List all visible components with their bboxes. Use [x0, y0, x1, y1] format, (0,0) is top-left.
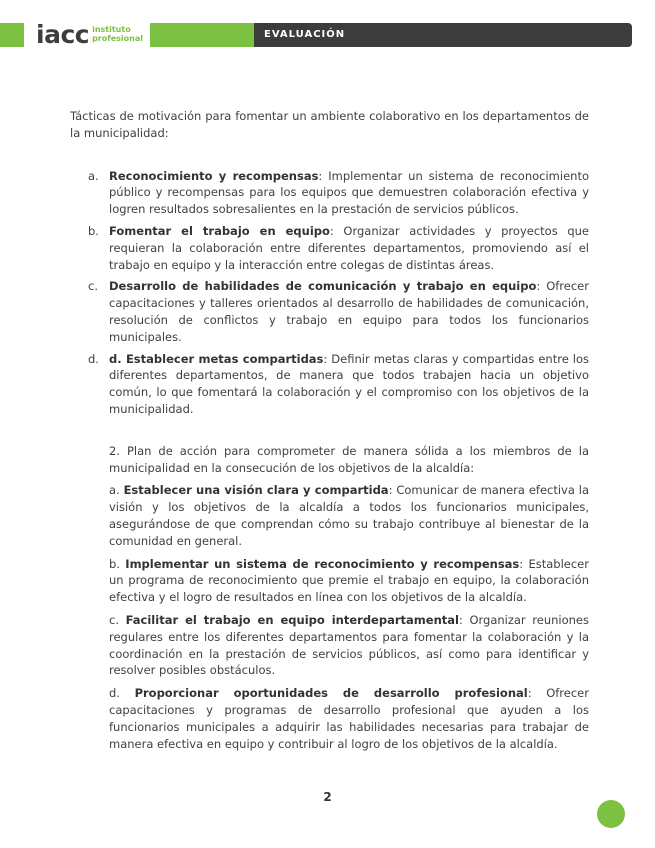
plan-item: [109, 556, 589, 606]
iacc-logo: [36, 22, 143, 50]
document-body: [70, 108, 589, 758]
plan-item: [109, 612, 589, 679]
plan-item-text: : Establecer un programa de reconocimiento que premie el trabajo en equipo, la colaboración efectiva y el logro de resultados en línea con los objetivos de la alcaldía.: [109, 556, 589, 605]
plan-item-title: Facilitar el trabajo en equipo interdepartamental: [125, 612, 459, 627]
plan-item: [109, 685, 589, 752]
footer-green-dot: [597, 800, 625, 828]
item-title: Desarrollo de habilidades de comunicación y trabajo en equipo: [109, 279, 537, 294]
list-marker: a.: [88, 168, 99, 183]
plan-item-prefix: a.: [109, 483, 124, 498]
list-marker: d.: [88, 351, 99, 366]
list-item: [70, 223, 589, 273]
list-item: [70, 351, 589, 418]
list-marker: c.: [88, 279, 98, 294]
logo-line-profesional: profesional: [92, 34, 143, 43]
list-marker: b.: [88, 223, 99, 238]
tactics-list: [70, 168, 589, 418]
page-number: 2: [323, 790, 332, 804]
plan-item-prefix: c.: [109, 612, 126, 627]
plan-item-title: Implementar un sistema de reconocimiento y recompensas: [125, 556, 520, 571]
logo-mark: iacc: [36, 20, 90, 49]
header-green-bar: [150, 23, 254, 47]
item-text: : Organizar actividades y proyectos que requieran la colaboración entre diferentes departamentos, promoviendo así el trabajo en equipo y la interacción entre colegas de distintas áreas.: [109, 223, 589, 272]
item-text: : Definir metas claras y compartidas entre los diferentes departamentos, de manera que todos trabajen hacia un objetivo común, lo que fomentará la colaboración y el compromiso con los objetivos de la municipalidad.: [109, 351, 590, 416]
header-green-block: [0, 23, 24, 47]
item-title: d. Establecer metas compartidas: [109, 351, 324, 366]
plan-item-text: : Comunicar de manera efectiva la visión y los objetivos de la alcaldía a todos los funcionarios municipales, asegurándose de que comprendan cómo su trabajo contribuye al bienestar de la comunidad en general.: [109, 483, 590, 548]
item-title: Reconocimiento y recompensas: [109, 168, 319, 183]
plan-heading: 2. Plan de acción para comprometer de manera sólida a los miembros de la municipalidad en la consecución de los objetivos de la alcaldía:: [109, 443, 589, 475]
plan-item-text: : Organizar reuniones regulares entre los diferentes departamentos para fomentar la colaboración y la coordinación en la prestación de servicios públicos, así como para identificar y resolver posibles obstáculos.: [109, 612, 589, 678]
plan-item-prefix: b.: [109, 556, 126, 571]
plan-item-title: Establecer una visión clara y compartida: [123, 483, 389, 498]
logo-line-instituto: instituto: [92, 25, 131, 34]
item-text: : Ofrecer capacitaciones y talleres orientados al desarrollo de habilidades de comunicación, resolución de conflictos y trabajo en equipo para todos los funcionarios municipales.: [109, 279, 589, 344]
plan-item-title: Proporcionar oportunidades de desarrollo profesional: [134, 686, 528, 701]
list-item: [70, 168, 589, 218]
item-text: : Implementar un sistema de reconocimiento público y recompensas para los equipos que demuestren colaboración efectiva y logren resultados sobresalientes en la prestación de servicios públicos.: [109, 168, 589, 217]
intro-paragraph: Tácticas de motivación para fomentar un ambiente colaborativo en los departamentos de la municipalidad:: [70, 109, 589, 140]
list-item: [70, 278, 589, 345]
action-plan-section: [70, 443, 589, 753]
plan-item-text: : Ofrecer capacitaciones y programas de desarrollo profesional que ayuden a los funcionarios municipales a adquirir las habilidades necesarias para trabajar de manera efectiva en equipo y contribuir al logro de los objetivos de la alcaldía.: [109, 686, 589, 751]
item-title: Fomentar el trabajo en equipo: [109, 223, 330, 238]
plan-item: [109, 482, 589, 549]
logo-subtitle: [92, 25, 143, 43]
section-title: EVALUACIÓN: [264, 29, 346, 40]
plan-item-prefix: d.: [109, 686, 135, 701]
